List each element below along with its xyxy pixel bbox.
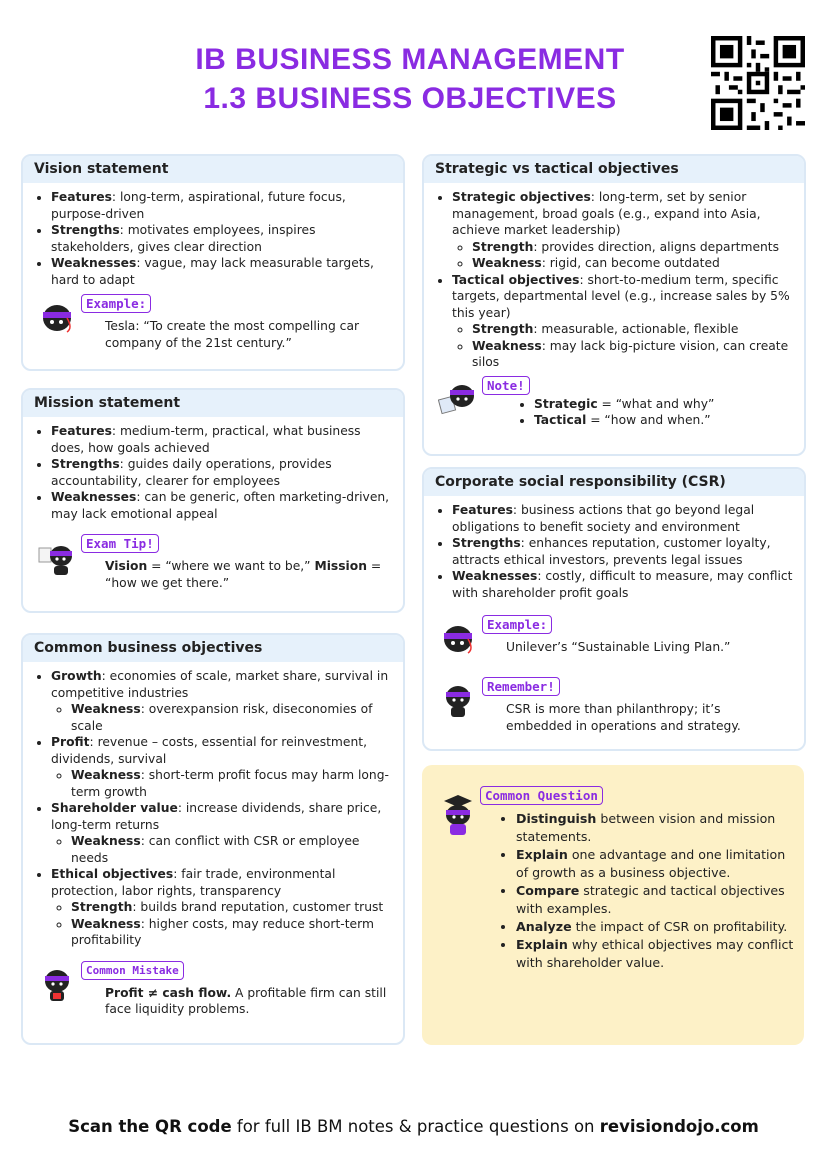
common-question-box [422,765,804,1045]
ninja-mascot-icon [438,619,478,659]
page-title [150,40,670,118]
title-line-1: IB BUSINESS MANAGEMENT [195,43,625,76]
list-item: • Features: business actions that go beyond legal obligations to benefit society and environment [452,502,794,535]
note-list [506,396,788,429]
list-item: • Explain why ethical objectives may conflict with shareholder value. [516,936,796,972]
list-item: • Strengths: motivates employees, inspires stakeholders, gives clear direction [51,222,393,255]
list-item: ◦ Strength: provides direction, aligns departments [472,239,794,256]
mission-heading: Mission statement [23,390,403,417]
remember-text: CSR is more than philanthropy; it’s embedded in operations and strategy. [506,702,741,733]
example-text: Tesla: “To create the most compelling car company of the 21st century.” [105,319,360,350]
ninja-mascot-icon [37,538,77,578]
common-mistake-callout [33,961,393,1031]
list-item: • Features: long-term, aspirational, future focus, purpose-driven [51,189,393,222]
list-item: • Profit: revenue – costs, essential for reinvestment, dividends, survival ◦ Weakness: short-term profit focus may harm long-term growth [51,734,393,800]
list-item: • Compare strategic and tactical objectives with examples. [516,882,796,918]
footer-lead: Scan the QR code [68,1117,232,1136]
title-line-2: 1.3 BUSINESS OBJECTIVES [203,82,617,115]
list-item: • Features: medium-term, practical, what business does, how goals achieved [51,423,393,456]
graduate-ninja-mascot-icon [438,793,478,837]
footer-text: for full IB BM notes & practice questions on [231,1117,600,1136]
list-item: • Distinguish between vision and mission statements. [516,810,796,846]
list-item: • Shareholder value: increase dividends, share price, long-term returns ◦ Weakness: can conflict with CSR or employee needs [51,800,393,866]
common-objectives-heading: Common business objectives [23,635,403,662]
exam-tip-tag: Exam Tip! [81,534,159,553]
common-objectives-card [21,633,405,1045]
footer [0,1117,827,1136]
remember-callout [434,677,794,747]
ninja-mascot-icon [438,380,478,420]
list-item: • Weaknesses: vague, may lack measurable targets, hard to adapt [51,255,393,288]
strategic-heading: Strategic vs tactical objectives [424,156,804,183]
common-question-tag: Common Question [480,786,603,805]
csr-card [422,467,806,751]
list-item: • Ethical objectives: fair trade, environmental protection, labor rights, transparency ◦ Strength: builds brand reputation, customer trust ◦ Weakness: higher costs, may reduce short-term profitability [51,866,393,949]
list-item: • Strategic = “what and why” [534,396,788,413]
list-item: • Strengths: enhances reputation, customer loyalty, attracts ethical investors, prevents legal issues [452,535,794,568]
ninja-mascot-icon [438,681,478,721]
csr-list [434,502,794,601]
qr-code-icon[interactable] [711,36,805,130]
vision-heading: Vision statement [23,156,403,183]
list-item: • Analyze the impact of CSR on profitability. [516,918,796,936]
list-item: • Explain one advantage and one limitation of growth as a business objective. [516,846,796,882]
ninja-mascot-icon [37,298,77,338]
list-item: • Weaknesses: costly, difficult to measure, may conflict with shareholder profit goals [452,568,794,601]
mission-card [21,388,405,613]
list-item: ◦ Weakness: rigid, can become outdated [472,255,794,272]
list-item: • Strengths: guides daily operations, provides accountability, clearer for employees [51,456,393,489]
vision-list [33,189,393,288]
list-item: ◦ Strength: builds brand reputation, customer trust [71,899,393,916]
list-item: ◦ Weakness: may lack big-picture vision, can create silos [472,338,794,371]
list-item: ◦ Weakness: short-term profit focus may harm long-term growth [71,767,393,800]
common-mistake-tag: Common Mistake [81,961,184,980]
list-item: • Tactical = “how and when.” [534,412,788,429]
csr-example-callout [434,615,794,673]
list-item: ◦ Weakness: can conflict with CSR or employee needs [71,833,393,866]
note-tag: Note! [482,376,530,395]
common-objectives-list [33,668,393,949]
list-item: • Tactical objectives: short-to-medium term, specific targets, departmental level (e.g., increase sales by 5% this year) ◦ Strength: measurable, actionable, flexible ◦ Weakness: may lack big-picture vision, can create silos [452,272,794,371]
list-item: • Weaknesses: can be generic, often marketing-driven, may lack emotional appeal [51,489,393,522]
exam-tip-callout [33,534,393,604]
strategic-card [422,154,806,456]
list-item: • Strategic objectives: long-term, set by senior management, broad goals (e.g., expand into Asia, achieve market leadership) ◦ Strength: provides direction, aligns departments ◦ Weakness: rigid, can become outdated [452,189,794,272]
footer-site-link[interactable]: revisiondojo.com [599,1117,759,1136]
list-item: ◦ Weakness: higher costs, may reduce short-term profitability [71,916,393,949]
exam-tip-text: Vision = “where we want to be,” Mission = “how we get there.” [105,559,382,590]
example-text: Unilever’s “Sustainable Living Plan.” [506,640,731,654]
common-mistake-text: Profit ≠ cash flow. A profitable firm can still face liquidity problems. [105,985,387,1016]
example-tag: Example: [482,615,552,634]
strategic-list [434,189,794,371]
note-callout [434,376,794,446]
vision-example-callout [33,294,393,364]
remember-tag: Remember! [482,677,560,696]
ninja-mascot-icon [37,965,77,1005]
list-item: ◦ Weakness: overexpansion risk, diseconomies of scale [71,701,393,734]
vision-card [21,154,405,371]
csr-heading: Corporate social responsibility (CSR) [424,469,804,496]
common-question-list [498,810,796,972]
list-item: ◦ Strength: measurable, actionable, flexible [472,321,794,338]
list-item: • Growth: economies of scale, market share, survival in competitive industries ◦ Weakness: overexpansion risk, diseconomies of scale [51,668,393,734]
mission-list [33,423,393,522]
example-tag: Example: [81,294,151,313]
